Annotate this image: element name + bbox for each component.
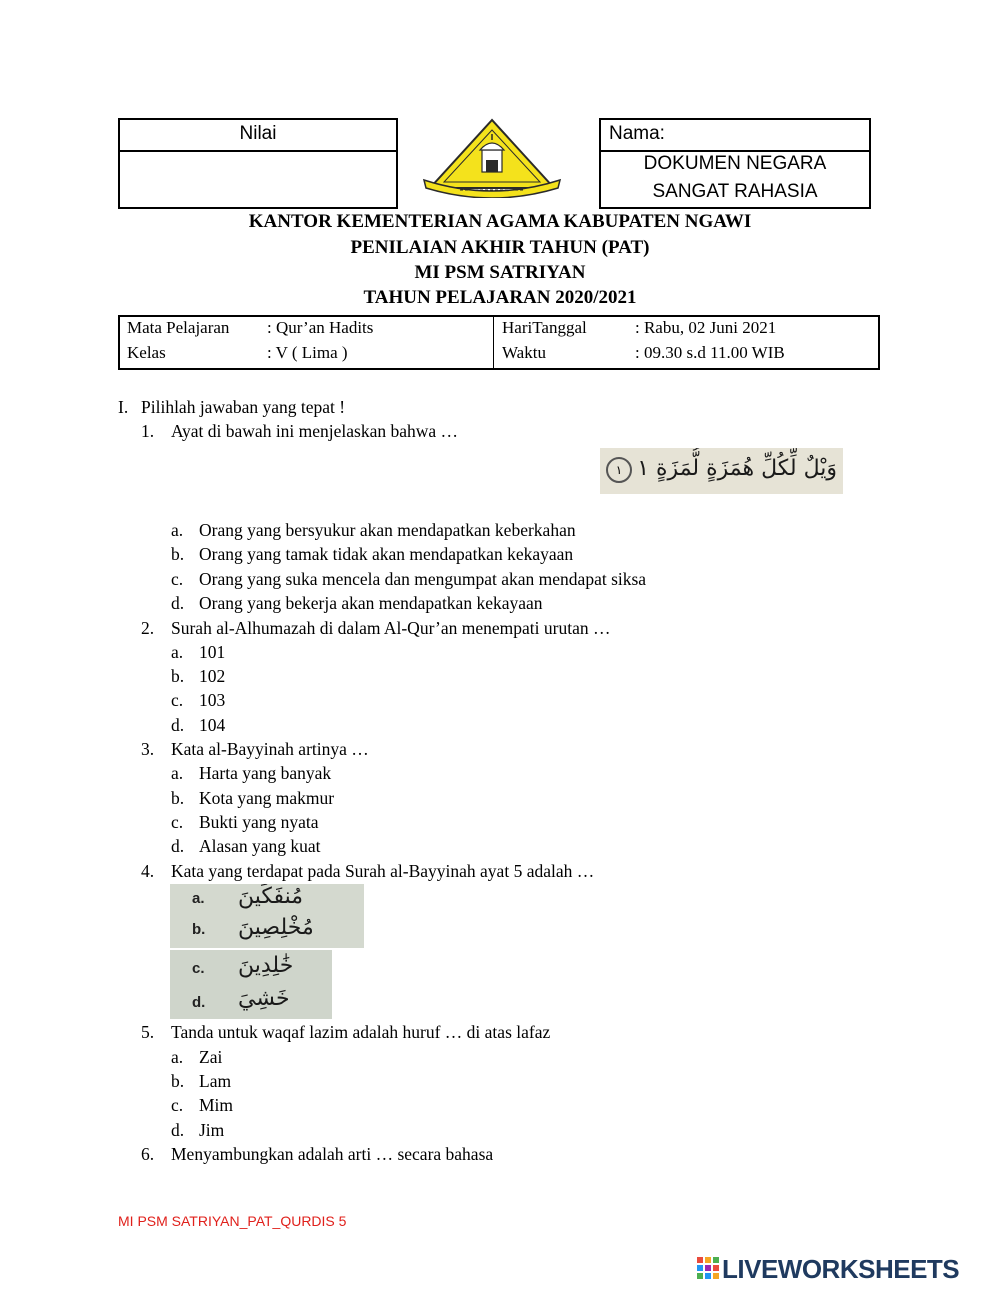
q5-c-text: Mim	[199, 1095, 234, 1115]
q2-d-text: 104	[199, 715, 226, 735]
q1-d-text: Orang yang bekerja akan mendapatkan kekayaan	[199, 593, 543, 613]
q4-d-arabic: خَشِيَ	[238, 986, 290, 1011]
q3-d-text: Alasan yang kuat	[199, 836, 321, 856]
q5-a-letter: a.	[171, 1047, 184, 1067]
q1-number: 1.	[141, 421, 155, 441]
nilai-label: Nilai	[239, 123, 277, 144]
q4-c-arabic: خَٰلِدِينَ	[238, 953, 294, 978]
waktu-value: : 09.30 s.d 11.00 WIB	[635, 343, 785, 362]
q1-a-letter: a.	[171, 520, 184, 540]
kelas-value: : V ( Lima )	[267, 343, 348, 362]
q2-d-letter: d.	[171, 715, 185, 735]
mapel-value: : Qur’an Hadits	[267, 318, 374, 337]
nilai-box	[118, 118, 398, 209]
q3-b-letter: b.	[171, 788, 185, 808]
tanggal-value: : Rabu, 02 Juni 2021	[635, 318, 777, 337]
liveworksheets-text: LIVEWORKSHEETS	[722, 1254, 960, 1284]
section-number: I.	[118, 397, 129, 417]
q2-number: 2.	[141, 618, 155, 638]
nama-divider	[601, 150, 869, 152]
doc-line1: DOKUMEN NEGARA	[643, 153, 827, 174]
nama-box	[599, 118, 871, 209]
q3-a-letter: a.	[171, 763, 184, 783]
q5-text: Tanda untuk waqaf lazim adalah huruf … di atas lafaz	[171, 1022, 551, 1042]
q5-a-text: Zai	[199, 1047, 223, 1067]
q1-verse-image	[600, 448, 843, 494]
q2-b-text: 102	[199, 666, 226, 686]
q5-c-letter: c.	[171, 1095, 184, 1115]
q1-c-text: Orang yang suka mencela dan mengumpat akan mendapat siksa	[199, 569, 647, 589]
q3-a-text: Harta yang banyak	[199, 763, 332, 783]
q2-c-letter: c.	[171, 690, 184, 710]
title-school: MI PSM SATRIYAN	[414, 262, 586, 283]
q6-number: 6.	[141, 1144, 155, 1164]
q2-a-text: 101	[199, 642, 226, 662]
q1-b-letter: b.	[171, 544, 185, 564]
school-logo	[420, 116, 565, 198]
title-year: TAHUN PELAJARAN 2020/2021	[363, 287, 637, 308]
q1-b-text: Orang yang tamak tidak akan mendapatkan kekayaan	[199, 544, 574, 564]
q4-b-letter: b.	[192, 921, 206, 938]
q4-options-image-cd	[170, 950, 332, 1019]
q5-d-text: Jim	[199, 1120, 225, 1140]
q2-c-text: 103	[199, 690, 226, 710]
footer-code: MI PSM SATRIYAN_PAT_QURDIS 5	[118, 1213, 347, 1229]
q3-number: 3.	[141, 739, 155, 759]
q5-b-letter: b.	[171, 1071, 185, 1091]
q6-text: Menyambungkan adalah arti … secara bahasa	[171, 1144, 494, 1164]
q4-b-arabic: مُخْلِصِينَ	[238, 915, 314, 940]
q2-text: Surah al-Alhumazah di dalam Al-Qur’an menempati urutan …	[171, 618, 611, 638]
nama-label: Nama:	[609, 123, 665, 144]
mapel-label: Mata Pelajaran	[127, 318, 230, 337]
q4-c-letter: c.	[192, 960, 205, 977]
info-divider	[493, 317, 494, 368]
q3-c-text: Bukti yang nyata	[199, 812, 319, 832]
q4-d-letter: d.	[192, 994, 206, 1011]
tanggal-label: HariTanggal	[502, 318, 587, 337]
q1-arabic: وَيْلٌ لِّكُلِّ هُمَزَةٍ لُّمَزَةٍ ١	[637, 456, 837, 481]
q1-c-letter: c.	[171, 569, 184, 589]
q5-d-letter: d.	[171, 1120, 185, 1140]
kelas-label: Kelas	[127, 343, 166, 362]
q1-text: Ayat di bawah ini menjelaskan bahwa …	[171, 421, 459, 441]
q2-a-letter: a.	[171, 642, 184, 662]
title-pat: PENILAIAN AKHIR TAHUN (PAT)	[350, 237, 650, 258]
q3-b-text: Kota yang makmur	[199, 788, 335, 808]
liveworksheets-icon	[697, 1257, 719, 1281]
q5-number: 5.	[141, 1022, 155, 1042]
q1-a-text: Orang yang bersyukur akan mendapatkan keberkahan	[199, 520, 576, 540]
q1-d-letter: d.	[171, 593, 185, 613]
doc-line2: SANGAT RAHASIA	[652, 181, 818, 202]
q4-number: 4.	[141, 861, 155, 881]
q4-text: Kata yang terdapat pada Surah al-Bayyinah ayat 5 adalah …	[171, 861, 595, 881]
q4-a-arabic: مُنفَكِّينَ	[238, 884, 304, 909]
liveworksheets-logo	[697, 1255, 995, 1283]
q5-b-text: Lam	[199, 1071, 232, 1091]
q3-text: Kata al-Bayyinah artinya …	[171, 739, 369, 759]
q4-a-letter: a.	[192, 890, 205, 907]
q4-options-image-ab	[170, 884, 364, 948]
section-instruction: Pilihlah jawaban yang tepat !	[141, 397, 346, 417]
waktu-label: Waktu	[502, 343, 546, 362]
q2-b-letter: b.	[171, 666, 185, 686]
q3-c-letter: c.	[171, 812, 184, 832]
q3-d-letter: d.	[171, 836, 185, 856]
verse-end-icon: ١	[606, 457, 632, 483]
title-kantor: KANTOR KEMENTERIAN AGAMA KABUPATEN NGAWI	[248, 211, 752, 232]
nilai-divider	[120, 150, 396, 152]
